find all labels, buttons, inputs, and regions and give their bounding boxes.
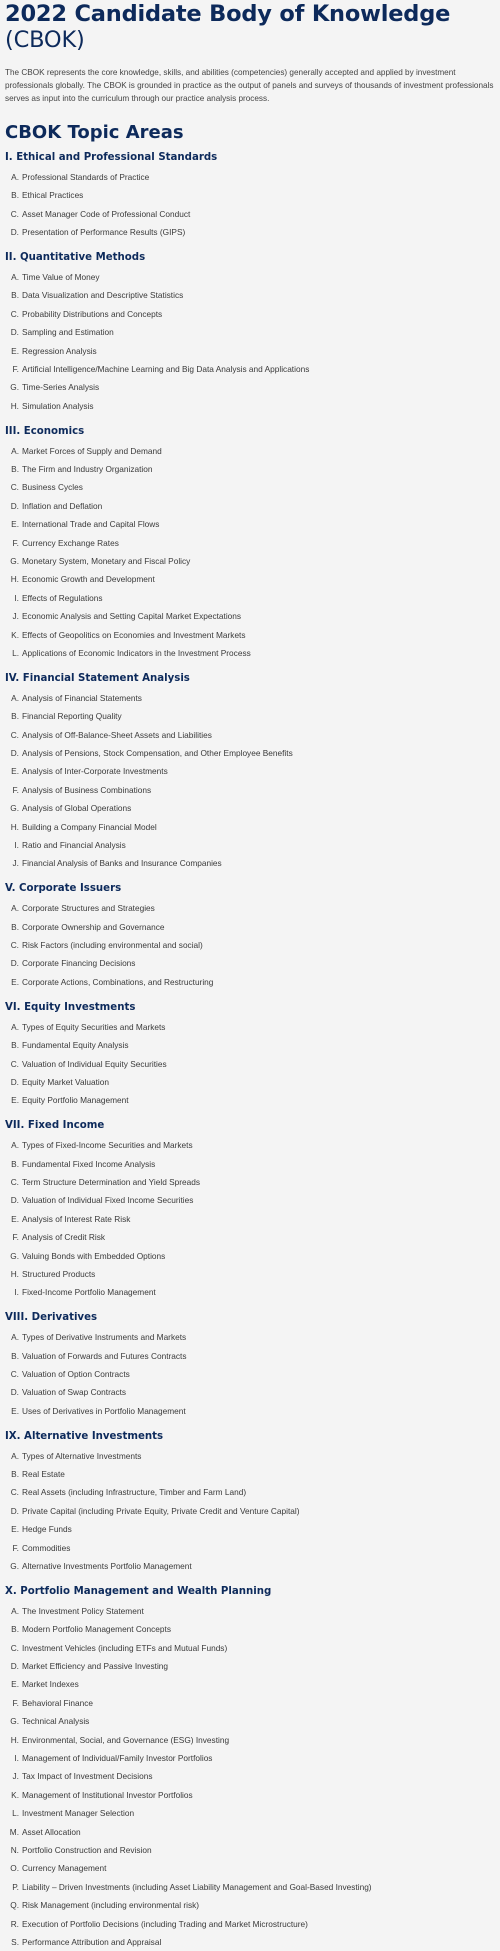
topic-list bbox=[5, 168, 495, 242]
topic-list-item bbox=[5, 1465, 495, 1483]
topic-item-text: The Firm and Industry Organization bbox=[22, 464, 153, 475]
topic-item-letter: A. bbox=[11, 172, 19, 182]
topic-item-text: The Investment Policy Statement bbox=[22, 1605, 144, 1616]
topic-item-letter: R. bbox=[10, 1918, 19, 1929]
topic-list-item bbox=[5, 1383, 495, 1401]
section-heading: III. Economics bbox=[5, 425, 85, 437]
topic-item-letter: H. bbox=[10, 400, 19, 411]
topic-list-item bbox=[5, 707, 495, 725]
topic-item-text: Types of Alternative Investments bbox=[22, 1450, 142, 1461]
topic-item-letter: N. bbox=[10, 1844, 19, 1855]
section-heading: VI. Equity Investments bbox=[5, 1001, 136, 1013]
topic-list-item bbox=[5, 1055, 495, 1073]
topic-list-item bbox=[5, 899, 495, 917]
topic-list-item bbox=[5, 286, 495, 304]
topic-section bbox=[5, 882, 495, 991]
topic-list-item bbox=[5, 515, 495, 533]
topic-item-text: Corporate Financing Decisions bbox=[22, 958, 136, 969]
topic-list bbox=[5, 1136, 495, 1302]
topic-section bbox=[5, 1119, 495, 1302]
topic-list-item bbox=[5, 936, 495, 954]
topic-sections bbox=[5, 151, 495, 1951]
topic-item-letter: S. bbox=[11, 1936, 19, 1947]
topic-list-item bbox=[5, 1210, 495, 1228]
topic-item-letter: H. bbox=[10, 1268, 19, 1279]
topic-item-letter: D. bbox=[10, 1387, 19, 1398]
topic-list-item bbox=[5, 1155, 495, 1173]
topic-list-item bbox=[5, 1483, 495, 1501]
topic-section bbox=[5, 151, 495, 242]
topic-item-letter: D. bbox=[10, 748, 19, 759]
topic-item-letter: A. bbox=[11, 272, 19, 283]
topic-list-item bbox=[5, 1173, 495, 1191]
topic-item-letter: L. bbox=[12, 647, 19, 658]
topic-item-text: Analysis of Credit Risk bbox=[22, 1232, 105, 1243]
topic-list-item bbox=[5, 973, 495, 991]
topic-item-text: Execution of Portfolio Decisions (including Trading and Market Microstructure) bbox=[22, 1918, 308, 1929]
topic-item-letter: F. bbox=[12, 1697, 19, 1708]
section-heading: V. Corporate Issuers bbox=[5, 883, 122, 895]
topic-item-letter: K. bbox=[11, 1789, 19, 1800]
topic-item-text: Corporate Ownership and Governance bbox=[22, 921, 165, 932]
topic-item-letter: J. bbox=[12, 611, 19, 622]
topic-item-letter: I. bbox=[14, 1287, 19, 1298]
topic-item-letter: E. bbox=[11, 1405, 19, 1416]
topic-item-text: Technical Analysis bbox=[22, 1716, 90, 1727]
topic-item-text: Analysis of Off-Balance-Sheet Assets and Liabilities bbox=[22, 729, 212, 740]
topic-item-text: Investment Vehicles (including ETFs and Mutual Funds) bbox=[22, 1642, 228, 1653]
topic-item-text: Valuing Bonds with Embedded Options bbox=[22, 1250, 166, 1261]
topic-section bbox=[5, 1001, 495, 1110]
topic-list-item bbox=[5, 1712, 495, 1730]
topic-item-letter: E. bbox=[11, 976, 19, 987]
topic-item-letter: D. bbox=[10, 500, 19, 511]
topic-list-item bbox=[5, 1786, 495, 1804]
topic-list-item bbox=[5, 1823, 495, 1841]
topic-list-item bbox=[5, 762, 495, 780]
topic-list bbox=[5, 1328, 495, 1420]
topic-list-item bbox=[5, 342, 495, 360]
topic-item-text: Building a Company Financial Model bbox=[22, 821, 157, 832]
topic-item-text: Valuation of Individual Fixed Income Securities bbox=[22, 1195, 194, 1206]
topic-item-letter: B. bbox=[11, 190, 19, 201]
topic-areas-heading: CBOK Topic Areas bbox=[5, 122, 184, 143]
section-heading: VII. Fixed Income bbox=[5, 1120, 105, 1132]
topic-list-item bbox=[5, 1878, 495, 1896]
topic-list-item bbox=[5, 1018, 495, 1036]
topic-item-text: Management of Institutional Investor Portfolios bbox=[22, 1789, 193, 1800]
topic-item-letter: C. bbox=[10, 1058, 19, 1069]
topic-item-letter: A. bbox=[11, 1021, 19, 1032]
topic-item-letter: B. bbox=[11, 290, 19, 301]
topic-list-item bbox=[5, 1675, 495, 1693]
topic-item-text: Management of Individual/Family Investor Portfolios bbox=[22, 1753, 213, 1764]
topic-item-text: Fundamental Equity Analysis bbox=[22, 1040, 129, 1051]
topic-item-text: Types of Fixed-Income Securities and Markets bbox=[22, 1140, 193, 1151]
topic-list-item bbox=[5, 1247, 495, 1265]
topic-item-text: Analysis of Financial Statements bbox=[22, 692, 142, 703]
topic-list-item bbox=[5, 744, 495, 762]
topic-item-letter: O. bbox=[10, 1863, 19, 1874]
topic-list-item bbox=[5, 799, 495, 817]
topic-item-letter: B. bbox=[11, 1040, 19, 1051]
topic-list-item bbox=[5, 1657, 495, 1675]
topic-item-text: Regression Analysis bbox=[22, 345, 97, 356]
topic-item-letter: B. bbox=[11, 1350, 19, 1361]
topic-item-letter: F. bbox=[12, 1232, 19, 1243]
topic-item-text: Sampling and Estimation bbox=[22, 327, 114, 338]
topic-list-item bbox=[5, 918, 495, 936]
topic-list-item bbox=[5, 1365, 495, 1383]
topic-item-text: Private Capital (including Private Equity, Private Credit and Venture Capital) bbox=[22, 1505, 300, 1516]
topic-list-item bbox=[5, 626, 495, 644]
topic-section bbox=[5, 672, 495, 873]
topic-item-letter: D. bbox=[10, 327, 19, 338]
topic-item-letter: B. bbox=[11, 921, 19, 932]
topic-list-item bbox=[5, 1265, 495, 1283]
topic-list-item bbox=[5, 1767, 495, 1785]
topic-item-text: Equity Market Valuation bbox=[22, 1076, 110, 1087]
topic-list-item bbox=[5, 168, 495, 186]
topic-item-letter: F. bbox=[12, 1542, 19, 1553]
topic-item-text: Valuation of Option Contracts bbox=[22, 1368, 130, 1379]
topic-item-text: Time-Series Analysis bbox=[22, 382, 100, 393]
topic-item-letter: E. bbox=[11, 1679, 19, 1690]
topic-item-text: Ethical Practices bbox=[22, 190, 84, 201]
topic-item-letter: B. bbox=[11, 711, 19, 722]
topic-list-item bbox=[5, 1402, 495, 1420]
topic-list-item bbox=[5, 1328, 495, 1346]
topic-item-letter: B. bbox=[11, 1158, 19, 1169]
topic-section bbox=[5, 1430, 495, 1576]
topic-item-text: Simulation Analysis bbox=[22, 400, 94, 411]
topic-item-text: Monetary System, Monetary and Fiscal Policy bbox=[22, 556, 191, 567]
topic-list-item bbox=[5, 205, 495, 223]
topic-list bbox=[5, 1018, 495, 1110]
topic-list-item bbox=[5, 223, 495, 241]
topic-item-text: Analysis of Interest Rate Risk bbox=[22, 1213, 131, 1224]
topic-item-letter: C. bbox=[10, 1642, 19, 1653]
topic-list-item bbox=[5, 836, 495, 854]
topic-item-text: Term Structure Determination and Yield Spreads bbox=[22, 1176, 201, 1187]
topic-list-item bbox=[5, 689, 495, 707]
topic-list-item bbox=[5, 1228, 495, 1246]
section-heading: I. Ethical and Professional Standards bbox=[5, 152, 218, 163]
topic-list-item bbox=[5, 781, 495, 799]
topic-item-text: Corporate Structures and Strategies bbox=[22, 903, 155, 914]
topic-item-text: Risk Management (including environmental risk) bbox=[22, 1900, 200, 1911]
topic-list-item bbox=[5, 1694, 495, 1712]
topic-list-item bbox=[5, 726, 495, 744]
topic-item-letter: C. bbox=[10, 482, 19, 493]
topic-list-item bbox=[5, 1804, 495, 1822]
topic-list-item bbox=[5, 644, 495, 662]
page-title bbox=[5, 0, 495, 53]
topic-list-item bbox=[5, 1933, 495, 1951]
topic-item-text: Financial Reporting Quality bbox=[22, 711, 122, 722]
topic-list bbox=[5, 442, 495, 663]
topic-item-text: Types of Derivative Instruments and Markets bbox=[22, 1332, 187, 1343]
topic-item-letter: M. bbox=[9, 1826, 19, 1837]
topic-list-item bbox=[5, 268, 495, 286]
topic-item-text: Analysis of Global Operations bbox=[22, 803, 132, 814]
topic-list bbox=[5, 268, 495, 415]
topic-list-item bbox=[5, 323, 495, 341]
topic-item-text: Valuation of Swap Contracts bbox=[22, 1387, 127, 1398]
topic-list-item bbox=[5, 360, 495, 378]
topic-item-text: Currency Exchange Rates bbox=[22, 537, 119, 548]
topic-item-letter: G. bbox=[10, 803, 19, 814]
topic-item-letter: I. bbox=[14, 1753, 19, 1764]
topic-item-text: Equity Portfolio Management bbox=[22, 1095, 129, 1106]
topic-list bbox=[5, 1602, 495, 1951]
topic-list-item bbox=[5, 607, 495, 625]
topic-list bbox=[5, 899, 495, 991]
topic-item-text: Presentation of Performance Results (GIPS) bbox=[22, 227, 186, 238]
topic-item-letter: G. bbox=[10, 382, 19, 393]
topic-item-letter: B. bbox=[11, 1469, 19, 1480]
topic-item-letter: C. bbox=[10, 1176, 19, 1187]
topic-list-item bbox=[5, 1347, 495, 1365]
topic-item-letter: A. bbox=[11, 1605, 19, 1616]
topic-item-text: Portfolio Construction and Revision bbox=[22, 1844, 152, 1855]
topic-item-letter: L. bbox=[12, 1808, 19, 1819]
section-heading: II. Quantitative Methods bbox=[5, 252, 146, 264]
topic-item-letter: D. bbox=[10, 958, 19, 969]
topic-item-letter: K. bbox=[11, 629, 19, 640]
section-heading: X. Portfolio Management and Wealth Planning bbox=[5, 1585, 272, 1597]
topic-list-item bbox=[5, 570, 495, 588]
topic-item-text: Financial Analysis of Banks and Insurance Companies bbox=[22, 858, 222, 869]
topic-item-letter: C. bbox=[10, 308, 19, 319]
topic-item-letter: G. bbox=[10, 1250, 19, 1261]
topic-list-item bbox=[5, 378, 495, 396]
topic-item-text: Currency Management bbox=[22, 1863, 107, 1874]
topic-item-letter: A. bbox=[11, 692, 19, 703]
topic-item-text: Modern Portfolio Management Concepts bbox=[22, 1624, 171, 1635]
topic-item-letter: D. bbox=[10, 1195, 19, 1206]
topic-item-letter: A. bbox=[11, 903, 19, 914]
topic-section bbox=[5, 1311, 495, 1420]
topic-list-item bbox=[5, 442, 495, 460]
topic-item-letter: F. bbox=[12, 364, 19, 375]
topic-list-item bbox=[5, 552, 495, 570]
intro-paragraph: The CBOK represents the core knowledge, skills, and abilities (competencies) generally accepted and applied by investment professionals globally. The CBOK is grounded in practice as the output of panels and surveys of thousands of investment professionals serves as input into the curriculum through our practice analysis process. bbox=[5, 68, 494, 103]
topic-list-item bbox=[5, 954, 495, 972]
topic-item-text: Behavioral Finance bbox=[22, 1697, 94, 1708]
topic-item-text: Market Forces of Supply and Demand bbox=[22, 445, 162, 456]
topic-list-item bbox=[5, 1520, 495, 1538]
topic-item-text: Real Assets (including Infrastructure, Timber and Farm Land) bbox=[22, 1487, 247, 1498]
topic-section bbox=[5, 425, 495, 663]
topic-item-text: Business Cycles bbox=[22, 482, 83, 493]
topic-list-item bbox=[5, 1539, 495, 1557]
topic-list-item bbox=[5, 1073, 495, 1091]
topic-list-item bbox=[5, 478, 495, 496]
topic-list-item bbox=[5, 186, 495, 204]
topic-item-letter: D. bbox=[10, 1076, 19, 1087]
topic-item-text: Alternative Investments Portfolio Management bbox=[22, 1561, 192, 1571]
topic-item-text: Data Visualization and Descriptive Statistics bbox=[22, 290, 184, 301]
topic-list-item bbox=[5, 818, 495, 836]
topic-section bbox=[5, 1585, 495, 1951]
topic-item-text: Market Indexes bbox=[22, 1679, 79, 1690]
topic-item-letter: E. bbox=[11, 1213, 19, 1224]
topic-list-item bbox=[5, 1859, 495, 1877]
topic-item-letter: H. bbox=[10, 1734, 19, 1745]
topic-section bbox=[5, 251, 495, 415]
topic-item-letter: B. bbox=[11, 1624, 19, 1635]
topic-list-item bbox=[5, 1896, 495, 1914]
section-heading: IX. Alternative Investments bbox=[5, 1430, 164, 1442]
topic-item-letter: H. bbox=[10, 821, 19, 832]
topic-item-letter: D. bbox=[10, 1661, 19, 1672]
topic-item-text: Hedge Funds bbox=[22, 1524, 72, 1535]
topic-item-letter: G. bbox=[10, 1561, 19, 1571]
topic-item-letter: E. bbox=[11, 1524, 19, 1535]
topic-item-letter: Q. bbox=[10, 1900, 19, 1911]
topic-list bbox=[5, 1447, 495, 1576]
topic-item-letter: A. bbox=[11, 1140, 19, 1151]
topic-item-text: Asset Allocation bbox=[22, 1826, 81, 1837]
topic-item-letter: E. bbox=[11, 345, 19, 356]
topic-item-text: Fixed-Income Portfolio Management bbox=[22, 1287, 156, 1298]
topic-item-text: Commodities bbox=[22, 1542, 71, 1553]
topic-item-letter: C. bbox=[10, 1487, 19, 1498]
topic-item-letter: J. bbox=[12, 1771, 19, 1782]
topic-list-item bbox=[5, 1749, 495, 1767]
topic-list bbox=[5, 689, 495, 873]
topic-item-text: Effects of Regulations bbox=[22, 592, 103, 603]
topic-item-letter: G. bbox=[10, 556, 19, 567]
topic-list-item bbox=[5, 397, 495, 415]
topic-item-letter: J. bbox=[12, 858, 19, 869]
topic-item-text: Market Efficiency and Passive Investing bbox=[22, 1661, 169, 1672]
topic-item-text: Types of Equity Securities and Markets bbox=[22, 1021, 166, 1032]
topic-list-item bbox=[5, 1915, 495, 1933]
topic-item-letter: C. bbox=[10, 940, 19, 951]
topic-list-item bbox=[5, 1557, 495, 1575]
topic-list-item bbox=[5, 1841, 495, 1859]
topic-item-text: Environmental, Social, and Governance (ESG) Investing bbox=[22, 1734, 230, 1745]
topic-list-item bbox=[5, 497, 495, 515]
topic-item-text: Investment Manager Selection bbox=[22, 1808, 135, 1819]
topic-item-text: Artificial Intelligence/Machine Learning and Big Data Analysis and Applications bbox=[22, 364, 310, 375]
topic-item-text: Tax Impact of Investment Decisions bbox=[22, 1771, 153, 1782]
topic-list-item bbox=[5, 1091, 495, 1109]
topic-list-item bbox=[5, 1036, 495, 1054]
topic-item-letter: E. bbox=[11, 1095, 19, 1106]
topic-list-item bbox=[5, 1283, 495, 1301]
topic-item-letter: C. bbox=[10, 1368, 19, 1379]
topic-item-text: Risk Factors (including environmental and social) bbox=[22, 940, 203, 951]
topic-item-letter: C. bbox=[10, 729, 19, 740]
section-heading: VIII. Derivatives bbox=[5, 1312, 98, 1324]
topic-list-item bbox=[5, 1639, 495, 1657]
topic-item-text: Time Value of Money bbox=[22, 272, 100, 283]
topic-item-text: Probability Distributions and Concepts bbox=[22, 308, 163, 319]
topic-item-letter: I. bbox=[14, 592, 19, 603]
topic-item-letter: E. bbox=[11, 519, 19, 530]
topic-item-text: Effects of Geopolitics on Economies and Investment Markets bbox=[22, 629, 246, 640]
topic-item-letter: I. bbox=[14, 840, 19, 850]
topic-item-text: Economic Analysis and Setting Capital Market Expectations bbox=[22, 611, 242, 622]
topic-item-text: Inflation and Deflation bbox=[22, 500, 103, 511]
topic-list-item bbox=[5, 1136, 495, 1154]
topic-item-letter: A. bbox=[11, 1332, 19, 1343]
topic-item-text: Analysis of Pensions, Stock Compensation, and Other Employee Benefits bbox=[22, 748, 293, 759]
topic-item-text: International Trade and Capital Flows bbox=[22, 519, 160, 530]
topic-item-text: Corporate Actions, Combinations, and Restructuring bbox=[22, 976, 214, 987]
topic-list-item bbox=[5, 1502, 495, 1520]
topic-item-text: Structured Products bbox=[22, 1268, 96, 1279]
topic-list-item bbox=[5, 1602, 495, 1620]
page-title-main: 2022 Candidate Body of Knowledge bbox=[5, 1, 451, 27]
topic-item-letter: D. bbox=[10, 1505, 19, 1516]
topic-item-text: Uses of Derivatives in Portfolio Management bbox=[22, 1405, 186, 1416]
topic-item-letter: A. bbox=[11, 445, 19, 456]
topic-item-text: Analysis of Inter-Corporate Investments bbox=[22, 766, 168, 777]
topic-item-text: Valuation of Forwards and Futures Contracts bbox=[22, 1350, 187, 1361]
topic-item-letter: A. bbox=[11, 1450, 19, 1461]
topic-item-text: Valuation of Individual Equity Securities bbox=[22, 1058, 167, 1069]
topic-item-letter: C. bbox=[10, 208, 19, 219]
topic-item-text: Economic Growth and Development bbox=[22, 574, 155, 585]
topic-item-text: Performance Attribution and Appraisal bbox=[22, 1936, 162, 1947]
topic-item-text: Ratio and Financial Analysis bbox=[22, 840, 126, 850]
topic-item-letter: E. bbox=[11, 766, 19, 777]
topic-item-text: Applications of Economic Indicators in the Investment Process bbox=[22, 647, 251, 658]
topic-list-item bbox=[5, 460, 495, 478]
topic-list-item bbox=[5, 534, 495, 552]
topic-item-letter: P. bbox=[12, 1881, 19, 1892]
topic-item-letter: H. bbox=[10, 574, 19, 585]
topic-item-letter: G. bbox=[10, 1716, 19, 1727]
topic-list-item bbox=[5, 1731, 495, 1749]
topic-list-item bbox=[5, 1620, 495, 1638]
topic-item-letter: B. bbox=[11, 464, 19, 475]
topic-item-text: Professional Standards of Practice bbox=[22, 172, 150, 182]
topic-item-text: Fundamental Fixed Income Analysis bbox=[22, 1158, 156, 1169]
section-heading: IV. Financial Statement Analysis bbox=[5, 672, 190, 684]
topic-item-letter: F. bbox=[12, 784, 19, 795]
topic-item-text: Liability – Driven Investments (including Asset Liability Management and Goal-Based Investing) bbox=[22, 1881, 372, 1892]
topic-item-text: Real Estate bbox=[22, 1469, 65, 1480]
topic-item-text: Analysis of Business Combinations bbox=[22, 784, 152, 795]
topic-list-item bbox=[5, 854, 495, 872]
topic-list-item bbox=[5, 305, 495, 323]
topic-item-letter: F. bbox=[12, 537, 19, 548]
topic-list-item bbox=[5, 1191, 495, 1209]
topic-list-item bbox=[5, 1447, 495, 1465]
topic-item-letter: D. bbox=[10, 227, 19, 238]
topic-list-item bbox=[5, 589, 495, 607]
page-title-suffix: (CBOK) bbox=[5, 27, 85, 53]
topic-item-text: Asset Manager Code of Professional Conduct bbox=[22, 208, 191, 219]
